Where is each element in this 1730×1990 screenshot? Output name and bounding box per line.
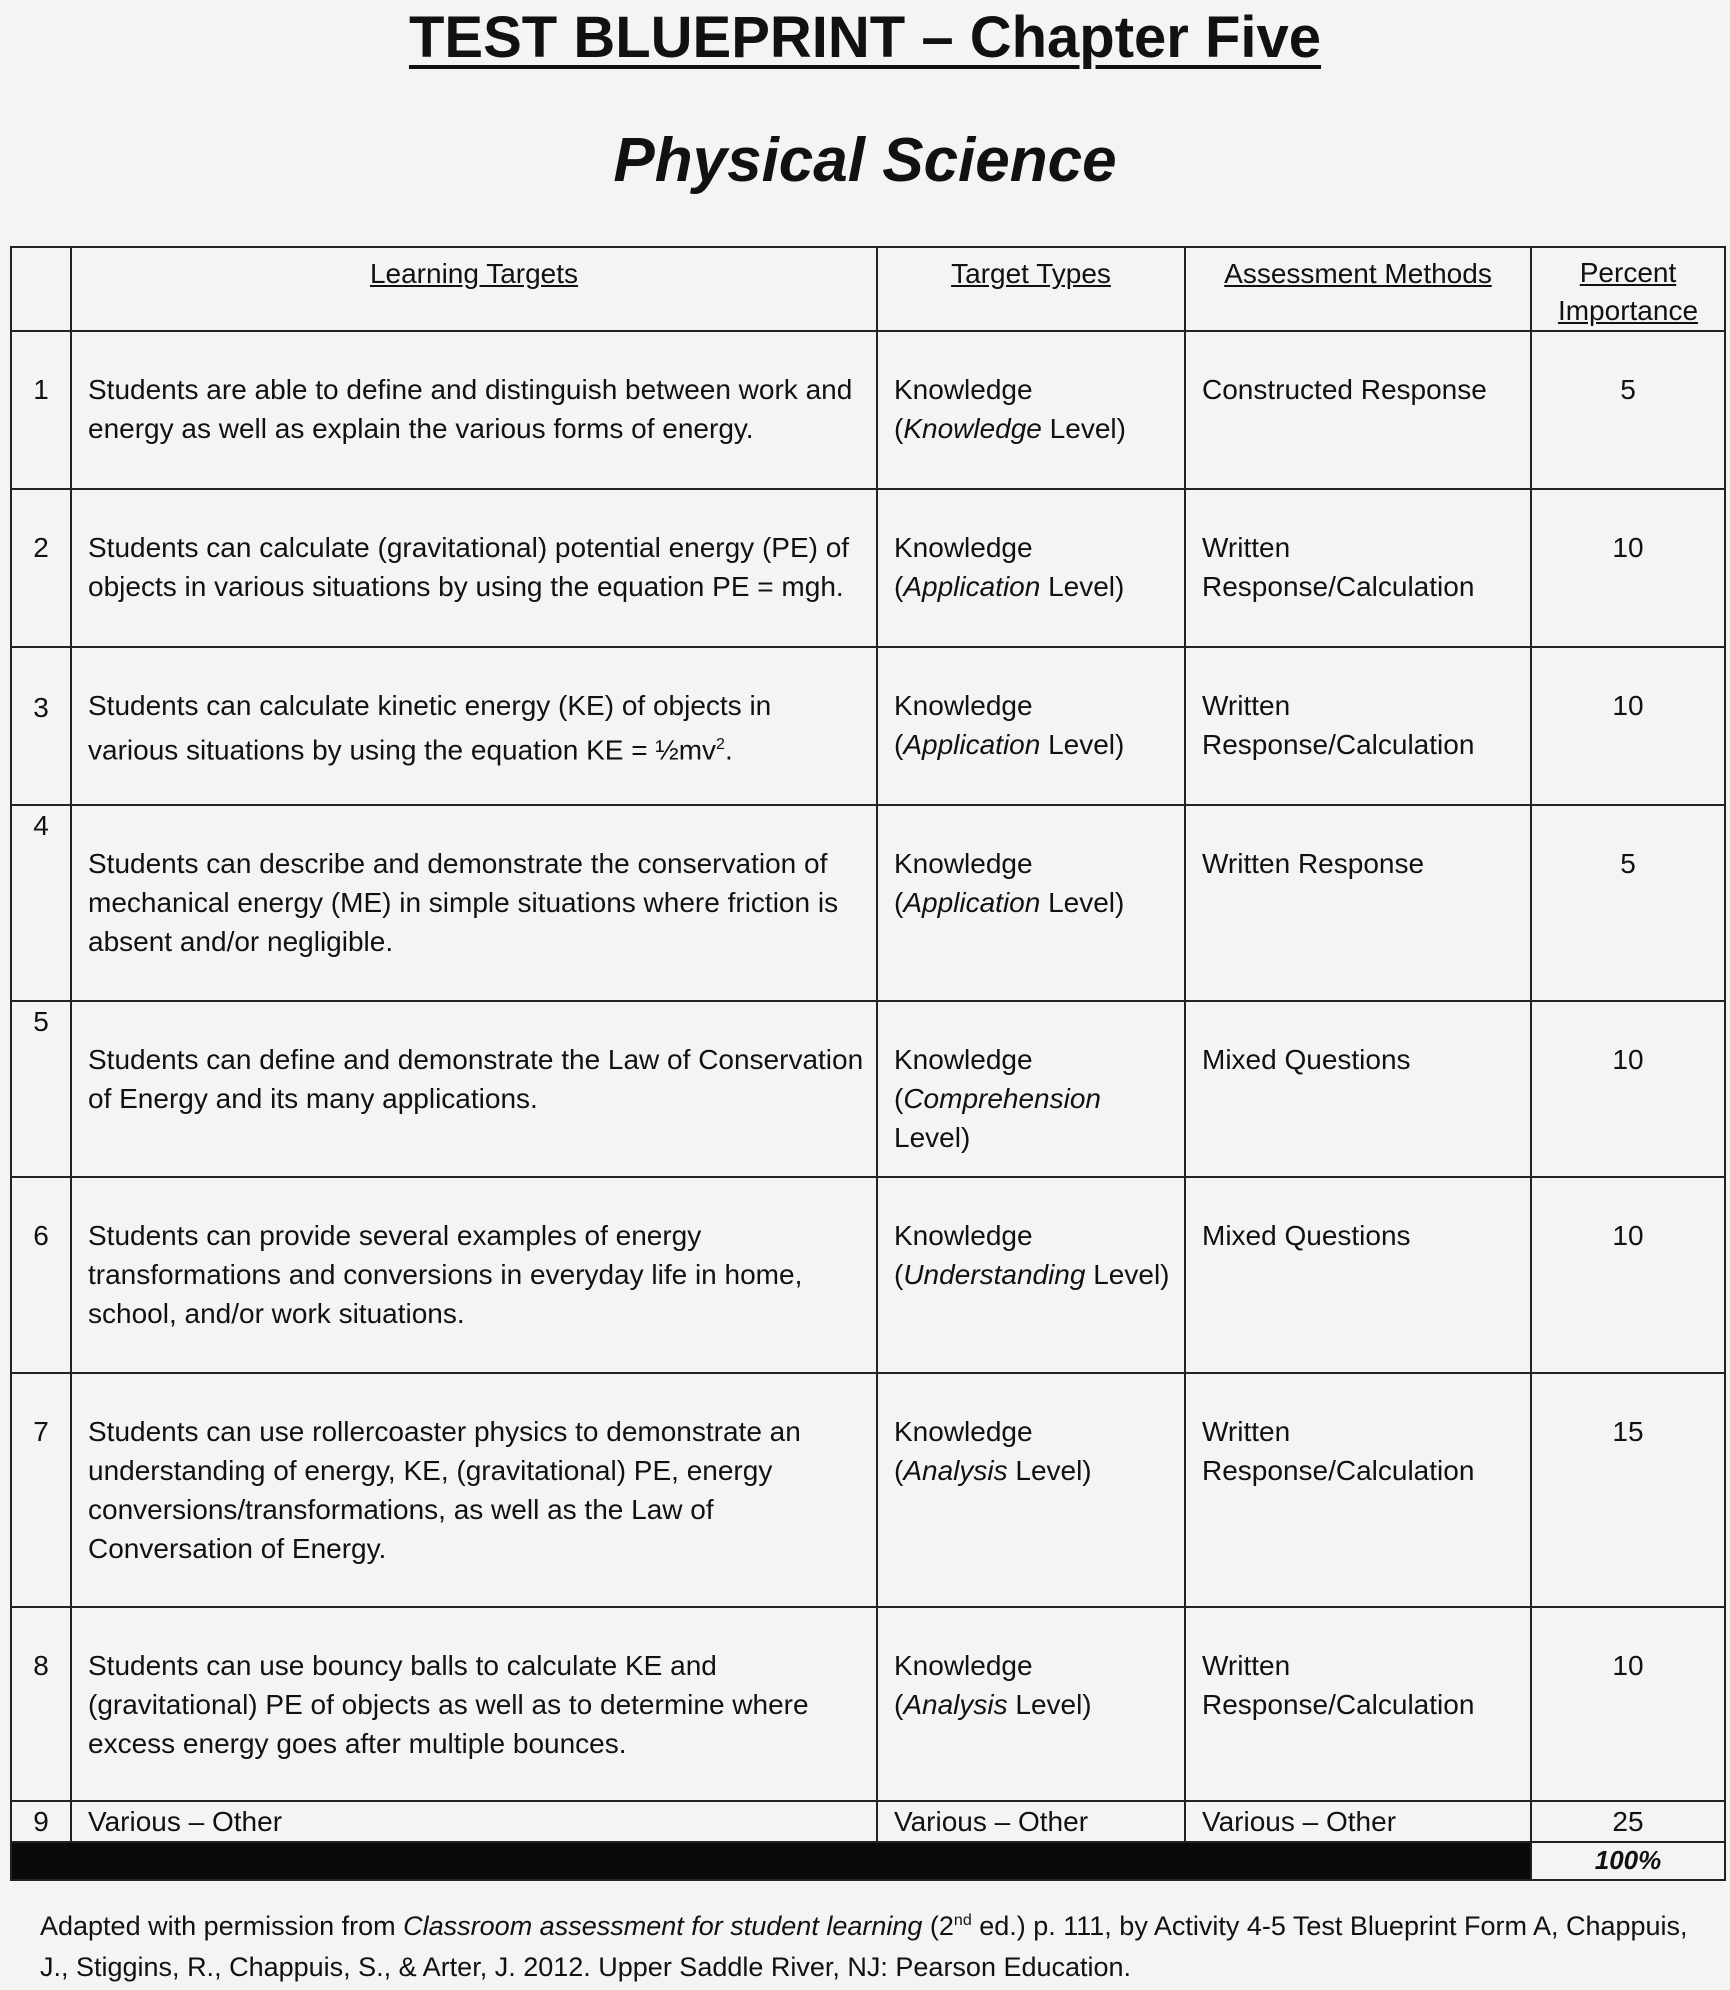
total-percent: 100% (1531, 1842, 1725, 1880)
table-row (11, 1607, 1725, 1801)
citation-footer: Adapted with permission from Classroom assessment for student learning (2nd ed.) p. 111, by Activity 4-5 Test Blueprint Form A, Chappuis, J., Stiggins, R., Chappuis, S., & Arter, J. 2012. Upper Saddle River, NJ: Pearson Education. (40, 1911, 1688, 1982)
table-row (11, 489, 1725, 647)
target-type: Knowledge (Application Level) (877, 489, 1185, 647)
target-type: Knowledge (Analysis Level) (877, 1607, 1185, 1801)
row-number: 4 (11, 805, 71, 1001)
row-number: 3 (11, 647, 71, 805)
percent-importance: 10 (1531, 1607, 1725, 1801)
blueprint-table (10, 246, 1726, 1881)
target-type: Knowledge (Application Level) (877, 805, 1185, 1001)
header-assessment-methods: Assessment Methods (1185, 247, 1531, 331)
table-row (11, 331, 1725, 489)
table-row (11, 805, 1725, 1001)
assessment-method: Mixed Questions (1185, 1001, 1531, 1177)
header-learning-targets: Learning Targets (71, 247, 877, 331)
percent-importance: 5 (1531, 331, 1725, 489)
target-type: Various – Other (877, 1801, 1185, 1842)
target-type: Knowledge (Knowledge Level) (877, 331, 1185, 489)
table-row (11, 647, 1725, 805)
row-number: 8 (11, 1607, 71, 1801)
row-number: 1 (11, 331, 71, 489)
target-type: Knowledge (Application Level) (877, 647, 1185, 805)
learning-target: Various – Other (71, 1801, 877, 1842)
percent-importance: 10 (1531, 489, 1725, 647)
assessment-method: Written Response (1185, 805, 1531, 1001)
table-row (11, 1177, 1725, 1373)
percent-importance: 25 (1531, 1801, 1725, 1842)
percent-importance: 10 (1531, 1001, 1725, 1177)
row-number: 7 (11, 1373, 71, 1607)
row-number: 6 (11, 1177, 71, 1373)
learning-target: Students can calculate kinetic energy (KE) of objects in various situations by using the equation KE = $\frac{1}{2}mv^2$. (71, 647, 877, 805)
learning-target: Students are able to define and distinguish between work and energy as well as explain the various forms of energy. (71, 331, 877, 489)
learning-target: Students can use rollercoaster physics to demonstrate an understanding of energy, KE, (gravitational) PE, energy conversions/transformations, as well as the Law of Conversation of Energy. (71, 1373, 877, 1607)
row-number: 5 (11, 1001, 71, 1177)
learning-target: Students can calculate (gravitational) potential energy (PE) of objects in various situations by using the equation PE = mgh. (71, 489, 877, 647)
table-row (11, 1001, 1725, 1177)
assessment-method: Constructed Response (1185, 331, 1531, 489)
assessment-method: Various – Other (1185, 1801, 1531, 1842)
percent-importance: 5 (1531, 805, 1725, 1001)
assessment-method: Written Response/Calculation (1185, 647, 1531, 805)
assessment-method: Mixed Questions (1185, 1177, 1531, 1373)
assessment-method: Written Response/Calculation (1185, 489, 1531, 647)
total-row (11, 1842, 1725, 1880)
target-type: Knowledge (Analysis Level) (877, 1373, 1185, 1607)
header-percent-importance: Percent Importance (1531, 247, 1725, 331)
header-target-types: Target Types (877, 247, 1185, 331)
table-row (11, 1373, 1725, 1607)
learning-target: Students can provide several examples of energy transformations and conversions in everyday life in home, school, and/or work situations. (71, 1177, 877, 1373)
header-row (11, 247, 1725, 331)
learning-target: Students can define and demonstrate the Law of Conservation of Energy and its many applications. (71, 1001, 877, 1177)
assessment-method: Written Response/Calculation (1185, 1373, 1531, 1607)
learning-target: Students can use bouncy balls to calculate KE and (gravitational) PE of objects as well as to determine where excess energy goes after multiple bounces. (71, 1607, 877, 1801)
percent-importance: 10 (1531, 1177, 1725, 1373)
target-type: Knowledge (Comprehension Level) (877, 1001, 1185, 1177)
assessment-method: Written Response/Calculation (1185, 1607, 1531, 1801)
percent-importance: 10 (1531, 647, 1725, 805)
row-number: 9 (11, 1801, 71, 1842)
target-type: Knowledge (Understanding Level) (877, 1177, 1185, 1373)
table-row (11, 1801, 1725, 1842)
row-number: 2 (11, 489, 71, 647)
learning-target: Students can describe and demonstrate the conservation of mechanical energy (ME) in simple situations where friction is absent and/or negligible. (71, 805, 877, 1001)
percent-importance: 15 (1531, 1373, 1725, 1607)
total-bar (11, 1842, 1531, 1880)
page-subtitle: Physical Science (613, 126, 1117, 195)
page-title: TEST BLUEPRINT – Chapter Five (408, 5, 1322, 70)
header-num (11, 247, 71, 331)
